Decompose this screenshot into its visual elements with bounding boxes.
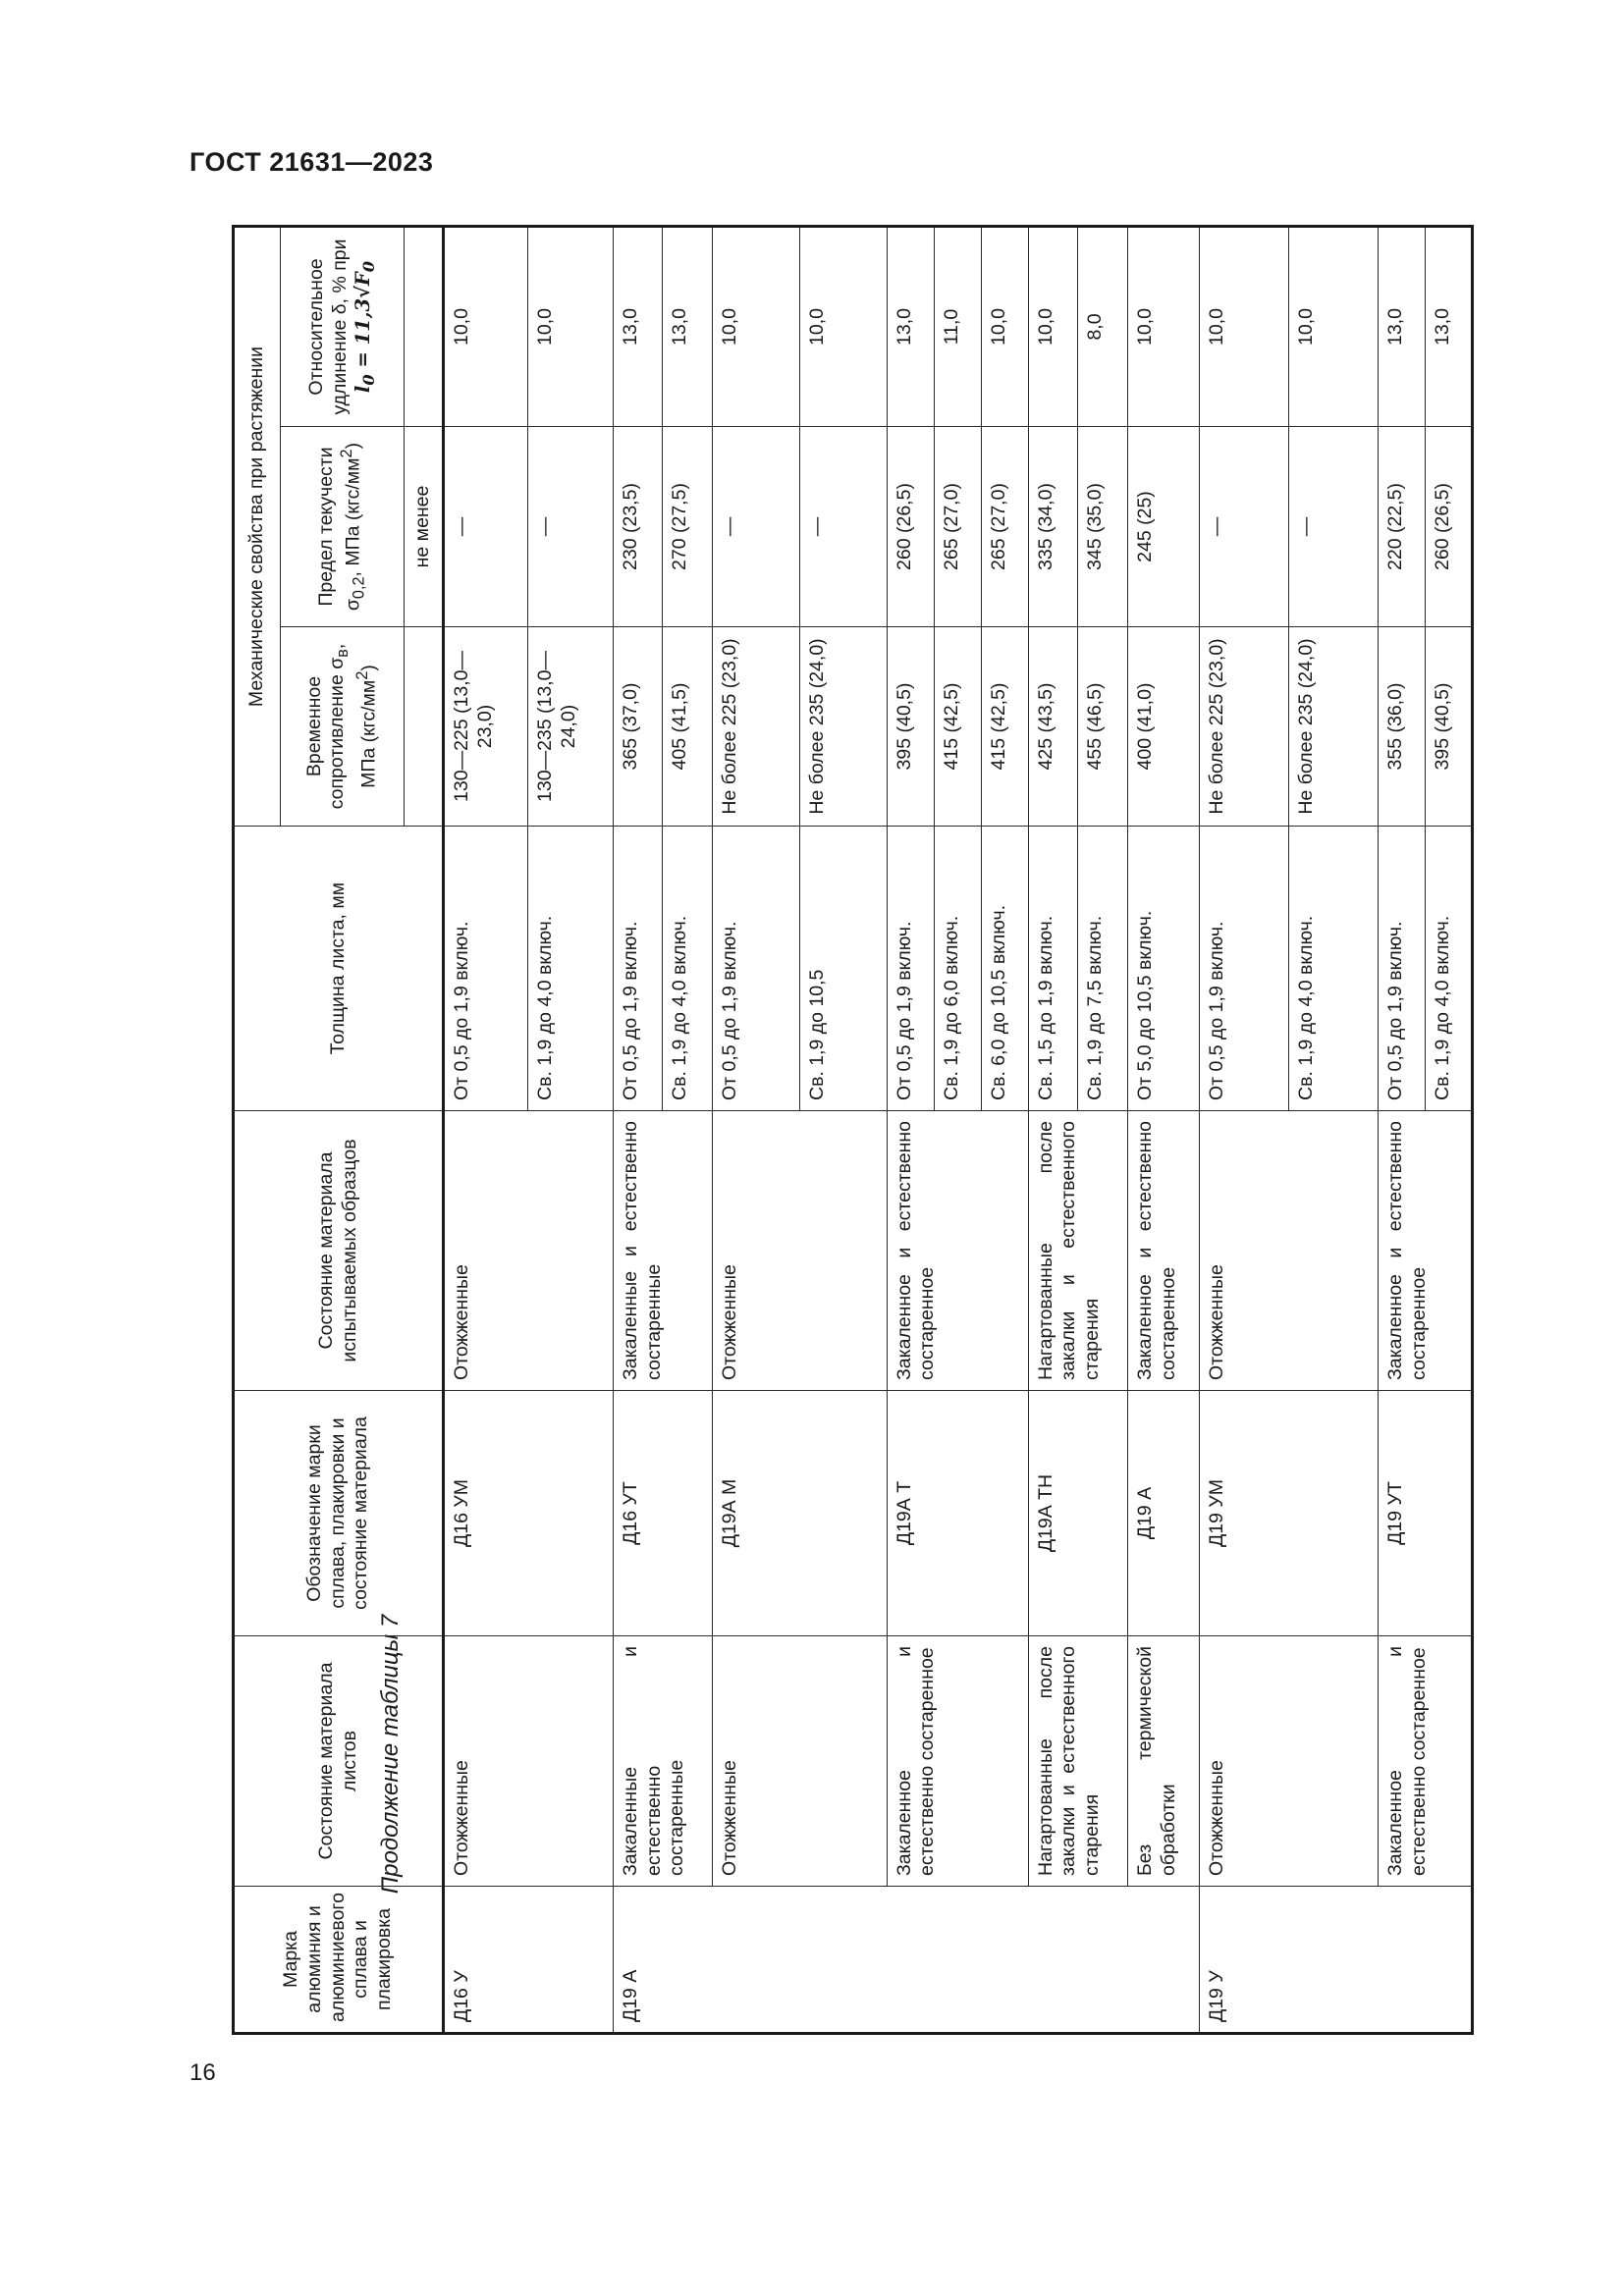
cell-designation: Д19А Т — [887, 1391, 1028, 1636]
cell-thickness: Св. 1,9 до 4,0 включ. — [528, 827, 613, 1111]
cell-elongation: 10,0 — [981, 226, 1028, 426]
cell-tensile: 395 (40,5) — [887, 627, 934, 827]
header-elongation: Относительное удлинение δ, % при $l_0 = 11,3√F_0$ — [281, 226, 405, 426]
cell-sample-state: Закаленное и естественно состаренное — [1378, 1111, 1472, 1391]
cell-thickness: От 0,5 до 1,9 включ. — [613, 827, 663, 1111]
cell-thickness: Св. 1,9 до 4,0 включ. — [1288, 827, 1378, 1111]
cell-thickness: Св. 1,9 до 4,0 включ. — [663, 827, 713, 1111]
cell-sample-state: Закаленные и естественно состаренные — [613, 1111, 712, 1391]
cell-yield: 230 (23,5) — [613, 427, 663, 627]
cell-yield: 265 (27,0) — [934, 427, 981, 627]
cell-yield: 260 (26,5) — [887, 427, 934, 627]
cell-elongation: 10,0 — [444, 226, 528, 426]
cell-elongation: 10,0 — [799, 226, 887, 426]
document-header: ГОСТ 21631—2023 — [189, 147, 434, 177]
table-row — [613, 226, 663, 2033]
cell-designation: Д19 УМ — [1199, 1391, 1378, 1636]
cell-yield: 260 (26,5) — [1425, 427, 1472, 627]
cell-elongation: 13,0 — [887, 226, 934, 426]
cell-tensile: Не более 225 (23,0) — [1199, 627, 1288, 827]
header-elongation-note — [405, 226, 444, 426]
cell-designation: Д19А ТН — [1028, 1391, 1127, 1636]
cell-tensile: 405 (41,5) — [663, 627, 713, 827]
table-row — [1127, 226, 1199, 2033]
cell-sheet-state: Без термической обработки — [1127, 1636, 1199, 1887]
cell-grade: Д16 У — [444, 1887, 614, 2034]
cell-elongation: 10,0 — [1288, 226, 1378, 426]
cell-thickness: Св. 1,9 до 6,0 включ. — [934, 827, 981, 1111]
table-row — [713, 226, 800, 2033]
header-designation-text: Обозначение марки сплава, плакировки и состояние материала — [302, 1416, 372, 1610]
cell-thickness: От 0,5 до 1,9 включ. — [1199, 827, 1288, 1111]
cell-thickness: От 0,5 до 1,9 включ. — [713, 827, 800, 1111]
cell-yield: 345 (35,0) — [1078, 427, 1128, 627]
cell-sample-state: Отожженные — [713, 1111, 888, 1391]
header-sample-state-text: Состояние материала испытываемых образцов — [314, 1139, 360, 1362]
header-sheet-state-text: Состояние материала листов — [314, 1662, 360, 1860]
cell-tensile: 355 (36,0) — [1378, 627, 1425, 827]
cell-sample-state: Закаленное и естественно состаренное — [1127, 1111, 1199, 1391]
cell-tensile: 130—235 (13,0—24,0) — [528, 627, 613, 827]
header-designation — [234, 1391, 444, 1636]
cell-tensile: Не более 235 (24,0) — [799, 627, 887, 827]
cell-elongation: 13,0 — [1378, 226, 1425, 426]
header-grade-text: Марка алюминия и алюминиевого сплава и плакировка — [280, 1893, 396, 2022]
cell-designation: Д19 А — [1127, 1391, 1199, 1636]
cell-designation: Д19А М — [713, 1391, 888, 1636]
cell-sample-state: Отожженные — [444, 1111, 614, 1391]
header-thickness-text: Толщина листа, мм — [326, 881, 349, 1055]
cell-yield: 245 (25) — [1127, 427, 1199, 627]
cell-elongation: 13,0 — [663, 226, 713, 426]
cell-tensile: 365 (37,0) — [613, 627, 663, 827]
cell-sheet-state: Нагартованные после закалки и естественного старения — [1028, 1636, 1127, 1887]
cell-tensile: 415 (42,5) — [934, 627, 981, 827]
table-caption: Продолжение таблицы 7 — [377, 1614, 404, 1895]
table-row — [1028, 226, 1078, 2033]
cell-elongation: 13,0 — [613, 226, 663, 426]
cell-yield: 335 (34,0) — [1028, 427, 1078, 627]
cell-sample-state: Нагартованные после закалки и естественного старения — [1028, 1111, 1127, 1391]
header-tensile-note — [405, 627, 444, 827]
header-mech-group — [234, 226, 281, 826]
cell-elongation: 10,0 — [528, 226, 613, 426]
header-tensile: Временное сопротивление $\sigma_в$, МПа $(кгс/мм^2)$ — [281, 627, 405, 827]
cell-sheet-state: Отожженные — [444, 1636, 614, 1887]
cell-grade: Д19 А — [613, 1887, 1199, 2034]
cell-tensile: Не более 225 (23,0) — [713, 627, 800, 827]
header-not-less-text: не менее — [411, 485, 434, 568]
cell-sample-state: Закаленное и естественно состаренное — [887, 1111, 1028, 1391]
cell-sample-state: Отожженные — [1199, 1111, 1378, 1391]
cell-tensile: 400 (41,0) — [1127, 627, 1199, 827]
cell-thickness: Св. 1,9 до 10,5 — [799, 827, 887, 1111]
cell-yield: — — [713, 427, 800, 627]
cell-sheet-state: Отожженные — [1199, 1636, 1378, 1887]
cell-thickness: От 0,5 до 1,9 включ. — [887, 827, 934, 1111]
header-yield: Предел текучести $\sigma_{0,2}$, МПа $(кгс/мм^2)$ — [281, 427, 405, 627]
cell-elongation: 10,0 — [1199, 226, 1288, 426]
cell-sheet-state: Отожженные — [713, 1636, 888, 1887]
cell-thickness: От 0,5 до 1,9 включ. — [444, 827, 528, 1111]
cell-elongation: 10,0 — [713, 226, 800, 426]
cell-yield: 265 (27,0) — [981, 427, 1028, 627]
cell-tensile: 425 (43,5) — [1028, 627, 1078, 827]
header-mech-group-text: Механические свойства при растяжении — [245, 346, 268, 708]
cell-yield: — — [1288, 427, 1378, 627]
rotated-table-container — [232, 228, 1474, 2035]
table-row — [444, 226, 528, 2033]
formula-l0: $l_0 = 11,3√F_0$ — [352, 260, 379, 394]
page-number: 16 — [189, 2059, 216, 2086]
cell-sheet-state: Закаленное и естественно состаренное — [887, 1636, 1028, 1887]
cell-thickness: От 5,0 до 10,5 включ. — [1127, 827, 1199, 1111]
cell-thickness: Св. 6,0 до 10,5 включ. — [981, 827, 1028, 1111]
cell-yield: — — [444, 427, 528, 627]
cell-designation: Д16 УМ — [444, 1391, 614, 1636]
cell-grade: Д19 У — [1199, 1887, 1472, 2034]
header-sample-state — [234, 1111, 444, 1391]
header-thickness — [234, 827, 444, 1111]
cell-elongation: 13,0 — [1425, 226, 1472, 426]
cell-sheet-state: Закаленное и естественно состаренное — [1378, 1636, 1472, 1887]
header-sheet-state — [234, 1636, 444, 1887]
cell-yield: — — [528, 427, 613, 627]
cell-tensile: 455 (46,5) — [1078, 627, 1128, 827]
properties-table — [232, 225, 1474, 2035]
table-row — [887, 226, 934, 2033]
rotated-table-frame — [232, 228, 1474, 2035]
cell-tensile: 130—225 (13,0—23,0) — [444, 627, 528, 827]
cell-sheet-state: Закаленные и естественно состаренные — [613, 1636, 712, 1887]
cell-designation: Д16 УТ — [613, 1391, 712, 1636]
cell-tensile: 395 (40,5) — [1425, 627, 1472, 827]
cell-thickness: От 0,5 до 1,9 включ. — [1378, 827, 1425, 1111]
cell-elongation: 11,0 — [934, 226, 981, 426]
cell-thickness: Св. 1,9 до 4,0 включ. — [1425, 827, 1472, 1111]
cell-tensile: Не более 235 (24,0) — [1288, 627, 1378, 827]
table-row — [1378, 226, 1425, 2033]
cell-designation: Д19 УТ — [1378, 1391, 1472, 1636]
table-row — [1199, 226, 1288, 2033]
cell-yield: 220 (22,5) — [1378, 427, 1425, 627]
cell-tensile: 415 (42,5) — [981, 627, 1028, 827]
cell-elongation: 10,0 — [1127, 226, 1199, 426]
cell-yield: — — [1199, 427, 1288, 627]
cell-yield: 270 (27,5) — [663, 427, 713, 627]
header-not-less — [405, 427, 444, 627]
cell-thickness: Св. 1,9 до 7,5 включ. — [1078, 827, 1128, 1111]
cell-elongation: 10,0 — [1028, 226, 1078, 426]
cell-yield: — — [799, 427, 887, 627]
cell-thickness: Св. 1,5 до 1,9 включ. — [1028, 827, 1078, 1111]
cell-elongation: 8,0 — [1078, 226, 1128, 426]
header-grade — [234, 1887, 444, 2034]
